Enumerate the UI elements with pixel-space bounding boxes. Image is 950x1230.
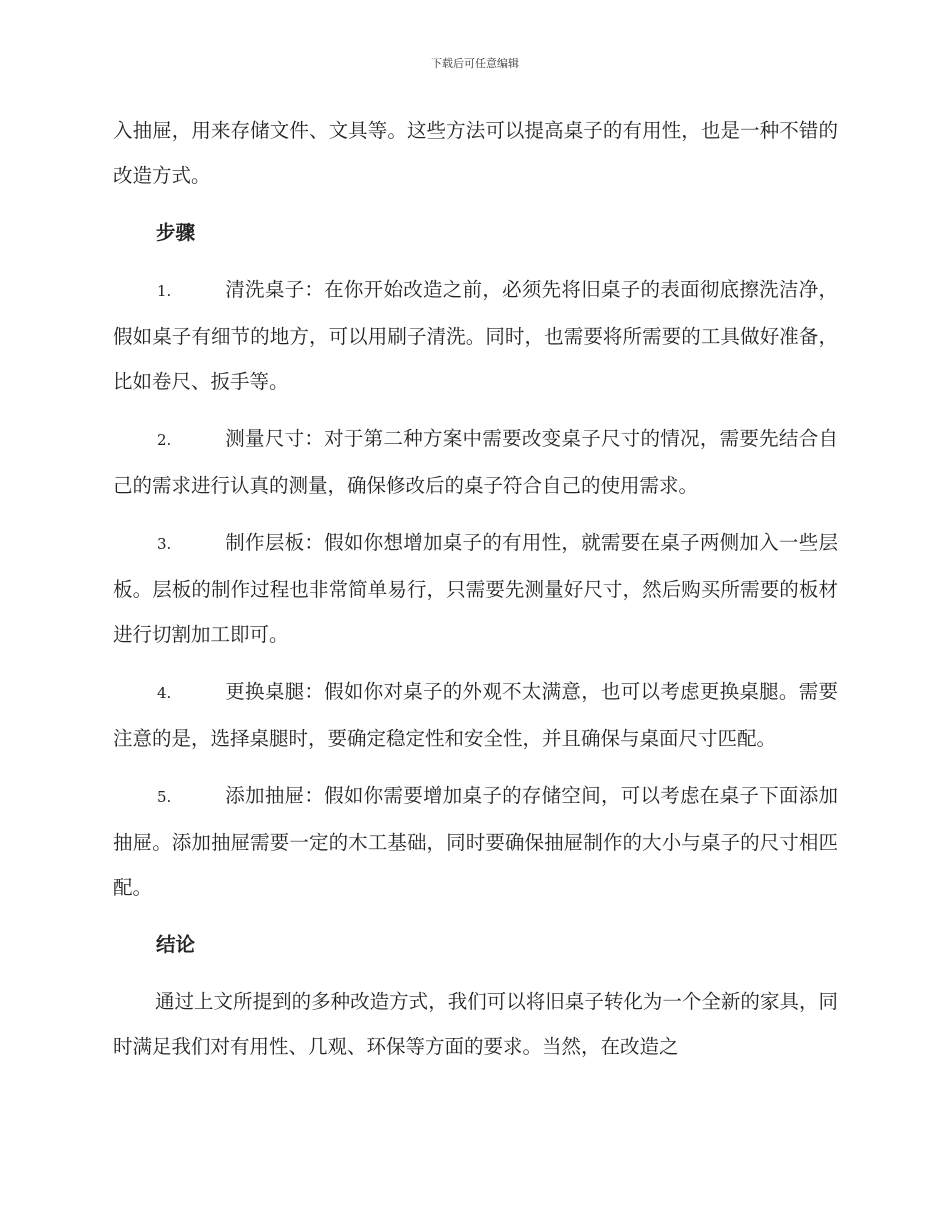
step-title: 制作层板： [225,531,325,554]
conclusion-heading: 结论 [156,933,196,956]
step-body: 对于第二种方案中需要改变桌子尺寸的情况，需要先结合自己的需求进行认真的测量，确保修改后的桌子符合自己的使用需求。 [113,427,838,497]
step-title: 添加抽屉： [225,784,325,807]
step-item [113,267,838,404]
steps-heading: 步骤 [156,221,196,244]
step-title: 测量尺寸： [225,427,325,450]
document-body [113,108,838,1069]
step-number: 5. [157,788,172,806]
step-body: 假如你需要增加桌子的存储空间，可以考虑在桌子下面添加抽屉。添加抽屉需要一定的木工基础，同时要确保抽屉制作的大小与桌子的尺寸相匹配。 [113,784,838,899]
step-body: 假如你想增加桌子的有用性，就需要在桌子两侧加入一些层板。层板的制作过程也非常简单易行，只需要先测量好尺寸，然后购买所需要的板材进行切割加工即可。 [113,531,838,646]
step-item [113,416,838,508]
step-item [113,520,838,657]
step-number: 1. [157,282,172,300]
conclusion-paragraph: 通过上文所提到的多种改造方式，我们可以将旧桌子转化为一个全新的家具，同时满足我们对有用性、几观、环保等方面的要求。当然，在改造之 [113,990,838,1058]
step-title: 清洗桌子： [225,278,325,301]
intro-paragraph: 入抽屉，用来存储文件、文具等。这些方法可以提高桌子的有用性，也是一种不错的改造方式。 [113,119,838,187]
step-body: 假如你对桌子的外观不太满意，也可以考虑更换桌腿。需要注意的是，选择桌腿时，要确定稳定性和安全性，并且确保与桌面尺寸匹配。 [113,680,838,750]
step-item [113,773,838,910]
step-title: 更换桌腿： [225,680,325,703]
step-number: 2. [157,431,172,449]
page-header-note: 下载后可任意编辑 [431,57,519,70]
step-body: 在你开始改造之前，必须先将旧桌子的表面彻底擦洗洁净，假如桌子有细节的地方，可以用刷子清洗。同时，也需要将所需要的工具做好准备，比如卷尺、扳手等。 [113,278,838,393]
step-item [113,669,838,761]
step-number: 4. [157,684,172,702]
step-number: 3. [157,535,172,553]
